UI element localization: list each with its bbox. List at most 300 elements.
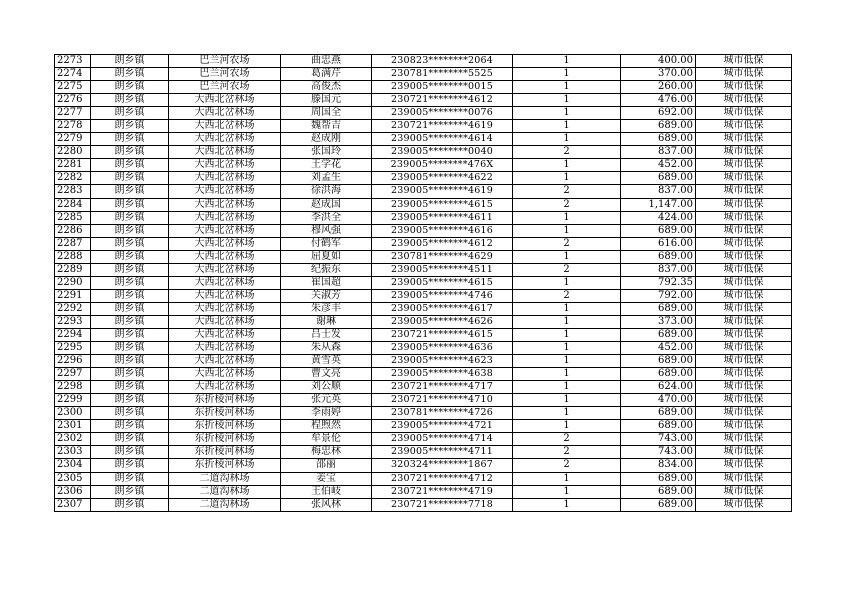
row-number-cell: 2301 xyxy=(55,420,91,433)
assistance-type-cell: 城市低保 xyxy=(696,459,792,472)
town-cell: 朗乡镇 xyxy=(91,55,169,68)
unit-cell: 大西北岔林场 xyxy=(169,211,281,224)
row-number-cell: 2282 xyxy=(55,172,91,185)
town-cell: 朗乡镇 xyxy=(91,302,169,315)
amount-cell: 370.00 xyxy=(621,68,696,81)
id-number-cell: 320324********1867 xyxy=(372,459,513,472)
table-row xyxy=(55,498,792,511)
assistance-type-cell: 城市低保 xyxy=(696,302,792,315)
household-count-cell: 2 xyxy=(513,185,621,198)
town-cell: 朗乡镇 xyxy=(91,224,169,237)
name-cell: 张风林 xyxy=(281,498,372,511)
assistance-type-cell: 城市低保 xyxy=(696,94,792,107)
id-number-cell: 239005********4611 xyxy=(372,211,513,224)
name-cell: 张国玲 xyxy=(281,146,372,159)
name-cell: 牟景伦 xyxy=(281,433,372,446)
id-number-cell: 239005********4617 xyxy=(372,302,513,315)
unit-cell: 大西北岔林场 xyxy=(169,302,281,315)
unit-cell: 大西北岔林场 xyxy=(169,263,281,276)
row-number-cell: 2279 xyxy=(55,133,91,146)
household-count-cell: 1 xyxy=(513,250,621,263)
unit-cell: 大西北岔林场 xyxy=(169,120,281,133)
id-number-cell: 239005********476X xyxy=(372,159,513,172)
id-number-cell: 239005********4626 xyxy=(372,315,513,328)
town-cell: 朗乡镇 xyxy=(91,94,169,107)
assistance-type-cell: 城市低保 xyxy=(696,368,792,381)
town-cell: 朗乡镇 xyxy=(91,68,169,81)
name-cell: 魏帮吉 xyxy=(281,120,372,133)
unit-cell: 二道沟林场 xyxy=(169,498,281,511)
unit-cell: 东折棱河林场 xyxy=(169,407,281,420)
name-cell: 邵丽 xyxy=(281,459,372,472)
id-number-cell: 230721********4719 xyxy=(372,485,513,498)
table-row xyxy=(55,172,792,185)
name-cell: 曹文亮 xyxy=(281,368,372,381)
id-number-cell: 239005********4614 xyxy=(372,133,513,146)
row-number-cell: 2300 xyxy=(55,407,91,420)
unit-cell: 大西北岔林场 xyxy=(169,328,281,341)
name-cell: 付鹤军 xyxy=(281,237,372,250)
table-row xyxy=(55,250,792,263)
assistance-type-cell: 城市低保 xyxy=(696,133,792,146)
household-count-cell: 1 xyxy=(513,368,621,381)
table-body xyxy=(55,55,792,512)
table-row xyxy=(55,355,792,368)
assistance-type-cell: 城市低保 xyxy=(696,107,792,120)
row-number-cell: 2299 xyxy=(55,394,91,407)
name-cell: 高俊杰 xyxy=(281,81,372,94)
row-number-cell: 2296 xyxy=(55,355,91,368)
name-cell: 赵成国 xyxy=(281,198,372,211)
unit-cell: 巴兰河农场 xyxy=(169,81,281,94)
id-number-cell: 239005********0015 xyxy=(372,81,513,94)
household-count-cell: 1 xyxy=(513,342,621,355)
unit-cell: 东折棱河林场 xyxy=(169,420,281,433)
id-number-cell: 230721********7718 xyxy=(372,498,513,511)
row-number-cell: 2286 xyxy=(55,224,91,237)
household-count-cell: 1 xyxy=(513,355,621,368)
household-count-cell: 1 xyxy=(513,133,621,146)
id-number-cell: 230721********4619 xyxy=(372,120,513,133)
table-row xyxy=(55,328,792,341)
id-number-cell: 230721********4612 xyxy=(372,94,513,107)
id-number-cell: 230781********5525 xyxy=(372,68,513,81)
table-row xyxy=(55,472,792,485)
unit-cell: 大西北岔林场 xyxy=(169,237,281,250)
name-cell: 王伯岐 xyxy=(281,485,372,498)
town-cell: 朗乡镇 xyxy=(91,185,169,198)
id-number-cell: 239005********4616 xyxy=(372,224,513,237)
name-cell: 李洪全 xyxy=(281,211,372,224)
amount-cell: 260.00 xyxy=(621,81,696,94)
row-number-cell: 2284 xyxy=(55,198,91,211)
unit-cell: 大西北岔林场 xyxy=(169,224,281,237)
household-count-cell: 1 xyxy=(513,68,621,81)
row-number-cell: 2278 xyxy=(55,120,91,133)
household-count-cell: 1 xyxy=(513,420,621,433)
town-cell: 朗乡镇 xyxy=(91,394,169,407)
assistance-type-cell: 城市低保 xyxy=(696,276,792,289)
household-count-cell: 1 xyxy=(513,55,621,68)
row-number-cell: 2291 xyxy=(55,289,91,302)
assistance-type-cell: 城市低保 xyxy=(696,407,792,420)
id-number-cell: 239005********0040 xyxy=(372,146,513,159)
amount-cell: 424.00 xyxy=(621,211,696,224)
name-cell: 屈夏如 xyxy=(281,250,372,263)
amount-cell: 837.00 xyxy=(621,146,696,159)
town-cell: 朗乡镇 xyxy=(91,159,169,172)
amount-cell: 834.00 xyxy=(621,459,696,472)
assistance-type-cell: 城市低保 xyxy=(696,472,792,485)
id-number-cell: 239005********4636 xyxy=(372,342,513,355)
row-number-cell: 2298 xyxy=(55,381,91,394)
id-number-cell: 239005********4511 xyxy=(372,263,513,276)
amount-cell: 689.00 xyxy=(621,172,696,185)
table-row xyxy=(55,263,792,276)
unit-cell: 东折棱河林场 xyxy=(169,446,281,459)
table-row xyxy=(55,159,792,172)
unit-cell: 大西北岔林场 xyxy=(169,381,281,394)
town-cell: 朗乡镇 xyxy=(91,498,169,511)
unit-cell: 大西北岔林场 xyxy=(169,198,281,211)
name-cell: 姜宝 xyxy=(281,472,372,485)
id-number-cell: 239005********0076 xyxy=(372,107,513,120)
household-count-cell: 1 xyxy=(513,81,621,94)
assistance-type-cell: 城市低保 xyxy=(696,355,792,368)
amount-cell: 792.35 xyxy=(621,276,696,289)
unit-cell: 大西北岔林场 xyxy=(169,342,281,355)
household-count-cell: 1 xyxy=(513,381,621,394)
table-row xyxy=(55,407,792,420)
name-cell: 葛满芹 xyxy=(281,68,372,81)
name-cell: 朱从森 xyxy=(281,342,372,355)
name-cell: 赵成刚 xyxy=(281,133,372,146)
assistance-type-cell: 城市低保 xyxy=(696,172,792,185)
table-row xyxy=(55,276,792,289)
row-number-cell: 2288 xyxy=(55,250,91,263)
amount-cell: 837.00 xyxy=(621,263,696,276)
town-cell: 朗乡镇 xyxy=(91,198,169,211)
id-number-cell: 230721********4710 xyxy=(372,394,513,407)
assistance-type-cell: 城市低保 xyxy=(696,120,792,133)
assistance-type-cell: 城市低保 xyxy=(696,237,792,250)
id-number-cell: 239005********4622 xyxy=(372,172,513,185)
amount-cell: 689.00 xyxy=(621,224,696,237)
row-number-cell: 2273 xyxy=(55,55,91,68)
unit-cell: 大西北岔林场 xyxy=(169,146,281,159)
assistance-type-cell: 城市低保 xyxy=(696,289,792,302)
assistance-type-cell: 城市低保 xyxy=(696,381,792,394)
assistance-type-cell: 城市低保 xyxy=(696,394,792,407)
name-cell: 程煦然 xyxy=(281,420,372,433)
household-count-cell: 2 xyxy=(513,237,621,250)
unit-cell: 东折棱河林场 xyxy=(169,394,281,407)
table-row xyxy=(55,433,792,446)
assistance-type-cell: 城市低保 xyxy=(696,342,792,355)
row-number-cell: 2283 xyxy=(55,185,91,198)
row-number-cell: 2307 xyxy=(55,498,91,511)
table-row xyxy=(55,446,792,459)
id-number-cell: 239005********4615 xyxy=(372,198,513,211)
assistance-type-cell: 城市低保 xyxy=(696,446,792,459)
unit-cell: 大西北岔林场 xyxy=(169,172,281,185)
id-number-cell: 239005********4615 xyxy=(372,276,513,289)
id-number-cell: 230781********4726 xyxy=(372,407,513,420)
table-row xyxy=(55,394,792,407)
town-cell: 朗乡镇 xyxy=(91,342,169,355)
table-row xyxy=(55,81,792,94)
row-number-cell: 2280 xyxy=(55,146,91,159)
unit-cell: 大西北岔林场 xyxy=(169,355,281,368)
table-row xyxy=(55,315,792,328)
assistance-type-cell: 城市低保 xyxy=(696,211,792,224)
id-number-cell: 239005********4638 xyxy=(372,368,513,381)
household-count-cell: 2 xyxy=(513,198,621,211)
town-cell: 朗乡镇 xyxy=(91,368,169,381)
amount-cell: 689.00 xyxy=(621,133,696,146)
id-number-cell: 230781********4629 xyxy=(372,250,513,263)
assistance-type-cell: 城市低保 xyxy=(696,250,792,263)
id-number-cell: 239005********4623 xyxy=(372,355,513,368)
row-number-cell: 2287 xyxy=(55,237,91,250)
unit-cell: 东折棱河林场 xyxy=(169,433,281,446)
assistance-type-cell: 城市低保 xyxy=(696,146,792,159)
assistance-type-cell: 城市低保 xyxy=(696,485,792,498)
amount-cell: 476.00 xyxy=(621,94,696,107)
row-number-cell: 2290 xyxy=(55,276,91,289)
row-number-cell: 2285 xyxy=(55,211,91,224)
id-number-cell: 239005********4721 xyxy=(372,420,513,433)
town-cell: 朗乡镇 xyxy=(91,146,169,159)
household-count-cell: 1 xyxy=(513,394,621,407)
amount-cell: 689.00 xyxy=(621,368,696,381)
name-cell: 黄雪英 xyxy=(281,355,372,368)
town-cell: 朗乡镇 xyxy=(91,250,169,263)
household-count-cell: 1 xyxy=(513,485,621,498)
unit-cell: 巴兰河农场 xyxy=(169,68,281,81)
amount-cell: 452.00 xyxy=(621,159,696,172)
town-cell: 朗乡镇 xyxy=(91,211,169,224)
row-number-cell: 2303 xyxy=(55,446,91,459)
table-row xyxy=(55,133,792,146)
amount-cell: 373.00 xyxy=(621,315,696,328)
table-row xyxy=(55,185,792,198)
row-number-cell: 2289 xyxy=(55,263,91,276)
town-cell: 朗乡镇 xyxy=(91,133,169,146)
row-number-cell: 2277 xyxy=(55,107,91,120)
row-number-cell: 2276 xyxy=(55,94,91,107)
name-cell: 王学花 xyxy=(281,159,372,172)
table-row xyxy=(55,107,792,120)
unit-cell: 大西北岔林场 xyxy=(169,315,281,328)
table-row xyxy=(55,289,792,302)
table-row xyxy=(55,368,792,381)
id-number-cell: 239005********4711 xyxy=(372,446,513,459)
town-cell: 朗乡镇 xyxy=(91,472,169,485)
amount-cell: 616.00 xyxy=(621,237,696,250)
unit-cell: 二道沟林场 xyxy=(169,472,281,485)
unit-cell: 东折棱河林场 xyxy=(169,459,281,472)
row-number-cell: 2281 xyxy=(55,159,91,172)
household-count-cell: 1 xyxy=(513,94,621,107)
id-number-cell: 239005********4746 xyxy=(372,289,513,302)
household-count-cell: 2 xyxy=(513,433,621,446)
assistance-type-cell: 城市低保 xyxy=(696,198,792,211)
amount-cell: 743.00 xyxy=(621,433,696,446)
household-count-cell: 1 xyxy=(513,172,621,185)
table-row xyxy=(55,302,792,315)
amount-cell: 689.00 xyxy=(621,250,696,263)
amount-cell: 689.00 xyxy=(621,120,696,133)
household-count-cell: 1 xyxy=(513,302,621,315)
table-row xyxy=(55,381,792,394)
unit-cell: 二道沟林场 xyxy=(169,485,281,498)
name-cell: 张元英 xyxy=(281,394,372,407)
amount-cell: 689.00 xyxy=(621,498,696,511)
table-row xyxy=(55,211,792,224)
row-number-cell: 2294 xyxy=(55,328,91,341)
assistance-type-cell: 城市低保 xyxy=(696,420,792,433)
household-count-cell: 1 xyxy=(513,315,621,328)
amount-cell: 692.00 xyxy=(621,107,696,120)
name-cell: 崔国超 xyxy=(281,276,372,289)
id-number-cell: 230721********4615 xyxy=(372,328,513,341)
amount-cell: 689.00 xyxy=(621,302,696,315)
name-cell: 周国全 xyxy=(281,107,372,120)
name-cell: 梅忠林 xyxy=(281,446,372,459)
unit-cell: 大西北岔林场 xyxy=(169,289,281,302)
household-count-cell: 1 xyxy=(513,498,621,511)
town-cell: 朗乡镇 xyxy=(91,289,169,302)
table-row xyxy=(55,94,792,107)
town-cell: 朗乡镇 xyxy=(91,237,169,250)
unit-cell: 大西北岔林场 xyxy=(169,159,281,172)
amount-cell: 689.00 xyxy=(621,328,696,341)
unit-cell: 大西北岔林场 xyxy=(169,107,281,120)
row-number-cell: 2305 xyxy=(55,472,91,485)
unit-cell: 大西北岔林场 xyxy=(169,276,281,289)
id-number-cell: 230721********4717 xyxy=(372,381,513,394)
town-cell: 朗乡镇 xyxy=(91,407,169,420)
name-cell: 徐洪海 xyxy=(281,185,372,198)
household-count-cell: 1 xyxy=(513,328,621,341)
town-cell: 朗乡镇 xyxy=(91,433,169,446)
name-cell: 曲忠燕 xyxy=(281,55,372,68)
assistance-type-cell: 城市低保 xyxy=(696,224,792,237)
table-row xyxy=(55,120,792,133)
town-cell: 朗乡镇 xyxy=(91,328,169,341)
assistance-type-cell: 城市低保 xyxy=(696,263,792,276)
assistance-type-cell: 城市低保 xyxy=(696,185,792,198)
row-number-cell: 2274 xyxy=(55,68,91,81)
name-cell: 滕国元 xyxy=(281,94,372,107)
unit-cell: 大西北岔林场 xyxy=(169,94,281,107)
id-number-cell: 230721********4712 xyxy=(372,472,513,485)
amount-cell: 743.00 xyxy=(621,446,696,459)
table-row xyxy=(55,237,792,250)
name-cell: 关淑芳 xyxy=(281,289,372,302)
town-cell: 朗乡镇 xyxy=(91,172,169,185)
row-number-cell: 2295 xyxy=(55,342,91,355)
town-cell: 朗乡镇 xyxy=(91,355,169,368)
unit-cell: 大西北岔林场 xyxy=(169,250,281,263)
amount-cell: 689.00 xyxy=(621,420,696,433)
household-count-cell: 2 xyxy=(513,263,621,276)
town-cell: 朗乡镇 xyxy=(91,446,169,459)
household-count-cell: 2 xyxy=(513,289,621,302)
amount-cell: 792.00 xyxy=(621,289,696,302)
name-cell: 刘孟生 xyxy=(281,172,372,185)
unit-cell: 大西北岔林场 xyxy=(169,368,281,381)
name-cell: 谢琳 xyxy=(281,315,372,328)
row-number-cell: 2302 xyxy=(55,433,91,446)
unit-cell: 大西北岔林场 xyxy=(169,133,281,146)
table-row xyxy=(55,224,792,237)
table-row xyxy=(55,146,792,159)
household-count-cell: 2 xyxy=(513,459,621,472)
amount-cell: 689.00 xyxy=(621,472,696,485)
assistance-type-cell: 城市低保 xyxy=(696,498,792,511)
row-number-cell: 2304 xyxy=(55,459,91,472)
assistance-type-cell: 城市低保 xyxy=(696,55,792,68)
id-number-cell: 239005********4714 xyxy=(372,433,513,446)
amount-cell: 470.00 xyxy=(621,394,696,407)
table-row xyxy=(55,485,792,498)
name-cell: 吕士发 xyxy=(281,328,372,341)
row-number-cell: 2297 xyxy=(55,368,91,381)
data-table xyxy=(54,54,792,512)
id-number-cell: 230823********2064 xyxy=(372,55,513,68)
row-number-cell: 2275 xyxy=(55,81,91,94)
row-number-cell: 2306 xyxy=(55,485,91,498)
amount-cell: 452.00 xyxy=(621,342,696,355)
amount-cell: 400.00 xyxy=(621,55,696,68)
household-count-cell: 1 xyxy=(513,276,621,289)
table-row xyxy=(55,55,792,68)
town-cell: 朗乡镇 xyxy=(91,276,169,289)
town-cell: 朗乡镇 xyxy=(91,81,169,94)
table-row xyxy=(55,68,792,81)
id-number-cell: 239005********4619 xyxy=(372,185,513,198)
town-cell: 朗乡镇 xyxy=(91,120,169,133)
amount-cell: 1,147.00 xyxy=(621,198,696,211)
unit-cell: 巴兰河农场 xyxy=(169,55,281,68)
town-cell: 朗乡镇 xyxy=(91,420,169,433)
amount-cell: 689.00 xyxy=(621,407,696,420)
household-count-cell: 1 xyxy=(513,472,621,485)
amount-cell: 837.00 xyxy=(621,185,696,198)
town-cell: 朗乡镇 xyxy=(91,315,169,328)
assistance-type-cell: 城市低保 xyxy=(696,315,792,328)
name-cell: 刘公顺 xyxy=(281,381,372,394)
town-cell: 朗乡镇 xyxy=(91,107,169,120)
household-count-cell: 1 xyxy=(513,224,621,237)
table-row xyxy=(55,459,792,472)
household-count-cell: 2 xyxy=(513,146,621,159)
town-cell: 朗乡镇 xyxy=(91,381,169,394)
amount-cell: 624.00 xyxy=(621,381,696,394)
assistance-type-cell: 城市低保 xyxy=(696,159,792,172)
household-count-cell: 2 xyxy=(513,446,621,459)
household-count-cell: 1 xyxy=(513,211,621,224)
household-count-cell: 1 xyxy=(513,120,621,133)
table-row xyxy=(55,420,792,433)
name-cell: 李雨婷 xyxy=(281,407,372,420)
name-cell: 纪振东 xyxy=(281,263,372,276)
assistance-type-cell: 城市低保 xyxy=(696,328,792,341)
table-row xyxy=(55,198,792,211)
table-row xyxy=(55,342,792,355)
